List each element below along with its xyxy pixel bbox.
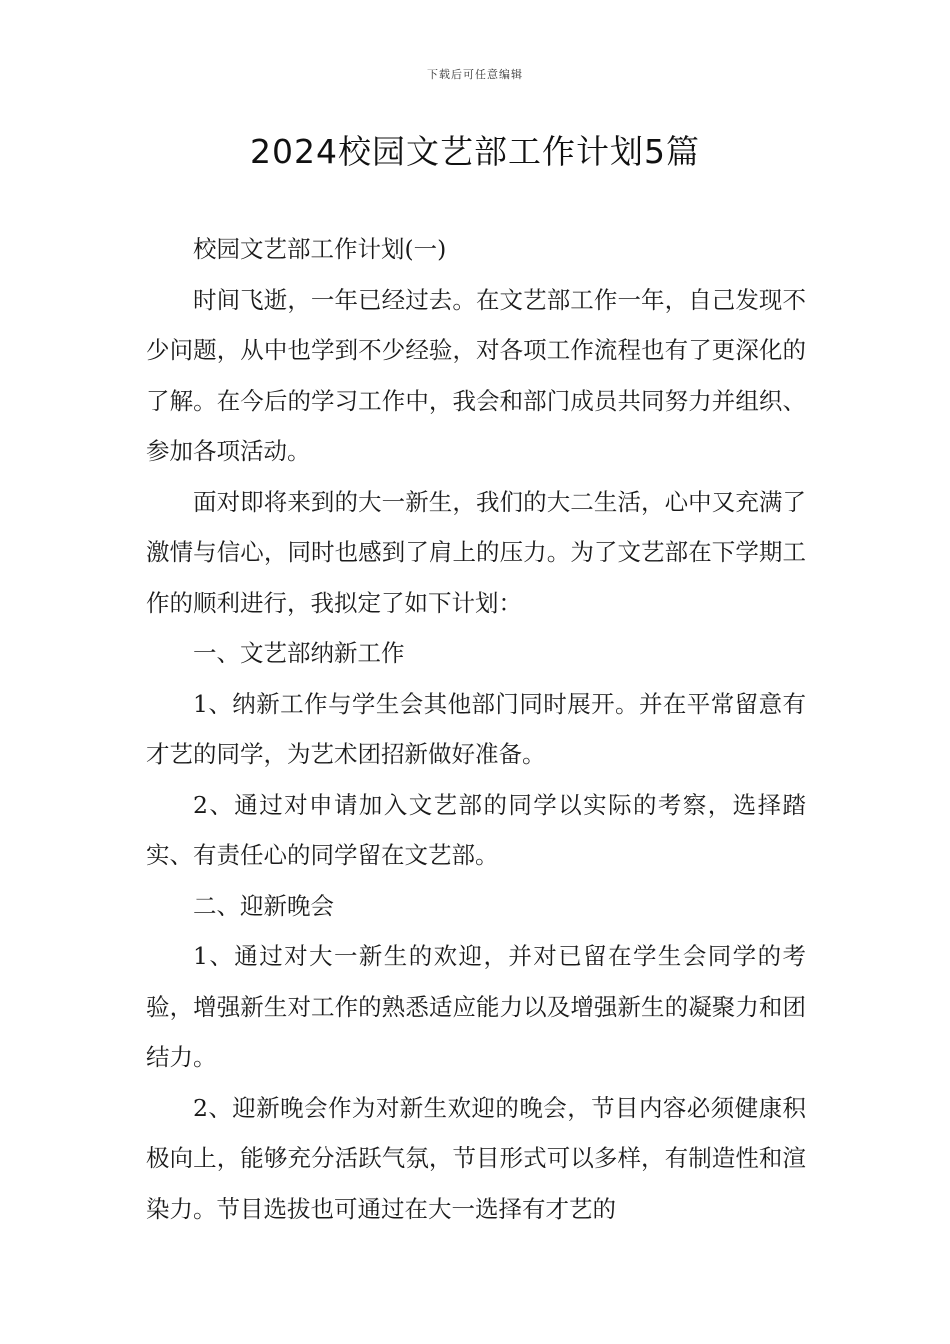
document-body <box>146 224 806 1234</box>
header-note: 下载后可任意编辑 <box>427 68 523 81</box>
paragraph: 1、纳新工作与学生会其他部门同时展开。并在平常留意有才艺的同学，为艺术团招新做好准备。 <box>146 689 806 768</box>
document-title: 2024校园文艺部工作计划5篇 <box>250 132 700 171</box>
section-heading: 一、文艺部纳新工作 <box>193 639 405 667</box>
section-heading: 二、迎新晚会 <box>193 891 334 920</box>
paragraph: 面对即将来到的大一新生，我们的大二生活，心中又充满了激情与信心，同时也感到了肩上的压力。为了文艺部在下学期工作的顺利进行，我拟定了如下计划： <box>146 487 806 617</box>
paragraph: 时间飞逝，一年已经过去。在文艺部工作一年，自己发现不少问题，从中也学到不少经验，对各项工作流程也有了更深化的了解。在今后的学习工作中，我会和部门成员共同努力并组织、参加各项活动。 <box>146 285 806 465</box>
paragraph: 2、通过对申请加入文艺部的同学以实际的考察，选择踏实、有责任心的同学留在文艺部。 <box>146 790 806 869</box>
section-heading: 校园文艺部工作计划(一) <box>193 235 447 263</box>
paragraph: 1、通过对大一新生的欢迎，并对已留在学生会同学的考验，增强新生对工作的熟悉适应能力以及增强新生的凝聚力和团结力。 <box>146 942 806 1071</box>
paragraph: 2、迎新晚会作为对新生欢迎的晚会，节目内容必须健康积极向上，能够充分活跃气氛，节目形式可以多样，有制造性和渲染力。节目选拔也可通过在大一选择有才艺的 <box>146 1093 806 1223</box>
